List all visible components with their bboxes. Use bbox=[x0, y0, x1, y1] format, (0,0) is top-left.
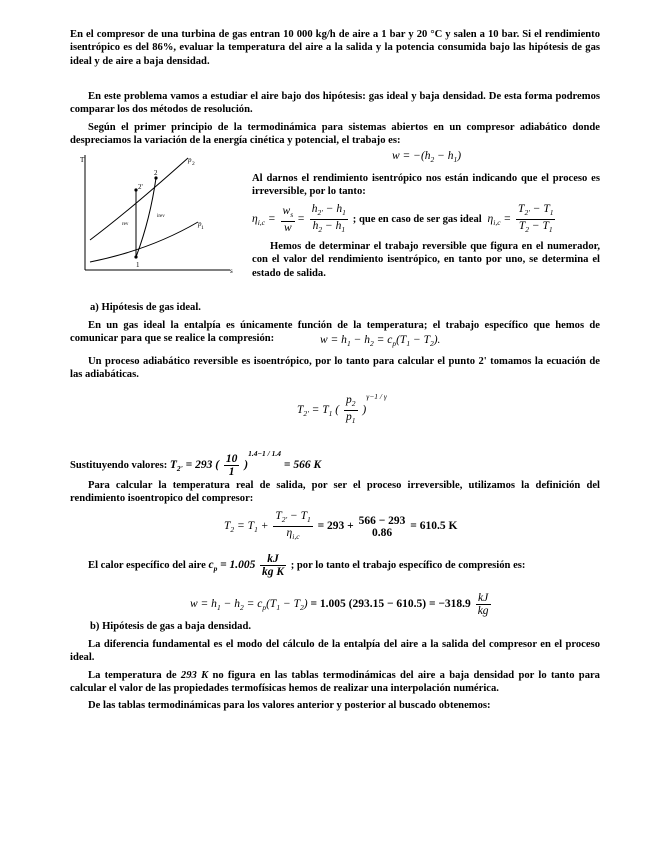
cp-label: El calor específico del aire bbox=[88, 559, 206, 571]
adiabatic-equation: $T_{2'} = T_1$ ( $\frac{p_2}{p_1}$ )$^{\gamma-1 / \gamma}$ bbox=[297, 392, 387, 425]
efficiency-equation: $\eta_{i,c}$ = $\frac{w_s}{w}$ = $\frac{h_{2'} - h_1}{h_2 - h_1}$ ; que en caso de ser gas ideal $\eta_{i,c}$ = $\frac{T_{2'} - T_1}{T_2 - T_1}$ bbox=[252, 203, 554, 234]
ts-diagram bbox=[70, 150, 245, 275]
section-b-heading: b) Hipótesis de gas a baja densidad. bbox=[90, 621, 252, 632]
point-2prime-label: 2' bbox=[138, 183, 143, 191]
w-unit-num: kJ bbox=[476, 592, 491, 605]
substitution-label: Sustituyendo valores: bbox=[70, 460, 168, 471]
irreversible-paragraph: Al darnos el rendimiento isentrópico nos están indicando que el proceso es irreversible, por lo tanto: bbox=[252, 173, 600, 198]
intro-paragraph: En este problema vamos a estudiar el aire bajo dos hipótesis: gas ideal y baja densidad. De esta forma podremos comparar los dos métodos de resolución. bbox=[70, 91, 600, 116]
work-equation: $w = -(h_2 - h_1)$ bbox=[392, 150, 462, 164]
section-a-heading: a) Hipótesis de gas ideal. bbox=[90, 302, 201, 313]
point-1-label: 1 bbox=[136, 261, 140, 269]
substitution-equation: $T_{2'} = 293$ ( $\frac{10}{1}$ )$^{1.4-1 / 1.4}$ bbox=[169, 449, 282, 478]
p1-label: p bbox=[198, 220, 202, 228]
gas-ideal-note: ; que en caso de ser gas ideal bbox=[352, 214, 482, 226]
compression-work-equation: $w = h_1 - h_2 = c_p(T_1 - T_2)$. bbox=[320, 334, 441, 348]
t-axis-label: T bbox=[80, 156, 85, 164]
point-2-label: 2 bbox=[154, 169, 158, 177]
cp-unit-num: kJ bbox=[260, 553, 286, 566]
substitution-result: = 566 K bbox=[283, 459, 322, 471]
cp-line: El calor específico del aire $c_p = 1.005$ $\frac{kJ}{\text{kg K}}$ ; por lo tanto el trabajo específico de compresión es: bbox=[88, 553, 526, 578]
specific-work-result: = 1.005 (293.15 − 610.5) = −318.9 bbox=[310, 598, 471, 611]
reversible-work-paragraph: Hemos de determinar el trabajo reversible que figura en el numerador, con el valor del rendimiento isentrópico, en tanto por uno, se determina el estado de salida. bbox=[252, 241, 600, 279]
first-law-paragraph: Según el primer principio de la termodinámica para sistemas abiertos en un compresor adiabático donde despreciamos la variación de la energía cinética y potencial, el trabajo es: bbox=[70, 122, 600, 147]
rev-label: rev bbox=[122, 222, 129, 227]
isobar-p2 bbox=[90, 158, 188, 240]
cp-value: = 1.005 bbox=[220, 558, 256, 571]
difference-paragraph: La diferencia fundamental es el modo del cálculo de la entalpía del aire a la salida del compresor en el proceso ideal. bbox=[70, 639, 600, 664]
substitution-line bbox=[70, 447, 321, 478]
specific-work-equation: $w = h_1 - h_2 = c_p(T_1 - T_2) = 1.005$ (293.15 − 610.5) = −318.9 $\frac{kJ}{kg}$ bbox=[190, 592, 489, 617]
interpolation-paragraph bbox=[70, 669, 600, 696]
p2-subscript: 2 bbox=[192, 161, 195, 167]
t2-step-a: = 293 + bbox=[317, 520, 354, 533]
p2-label: p bbox=[188, 156, 192, 164]
adiabatic-paragraph: Un proceso adiabático reversible es isoentrópico, por lo tanto para calcular el punto 2' tomamos la ecuación de las adiabáticas. bbox=[70, 356, 600, 381]
tables-paragraph: De las tablas termodinámicas para los valores anterior y posterior al buscado obtenemos: bbox=[88, 700, 491, 711]
ideal-gas-paragraph: En un gas ideal la entalpía es únicamente función de la temperatura; el trabajo específico que hemos de comunicar para que se realice la compresión: bbox=[70, 320, 600, 345]
cp-tail: ; por lo tanto el trabajo específico de compresión es: bbox=[290, 559, 526, 571]
t2-numerator: 566 − 293 bbox=[358, 514, 406, 527]
real-temperature-paragraph: Para calcular la temperatura real de salida, por ser el proceso irreversible, utilizamos la definición del rendimiento isoentropico del compresor: bbox=[70, 480, 600, 505]
interp-part-b: no figura en las tablas termodinámicas del aire a baja densidad por lo tanto para calcular el valor de las propiedades termofísicas hemos de realizar una interpolación numérica. bbox=[70, 670, 600, 695]
cp-unit-den: kg K bbox=[262, 566, 285, 578]
t2-result: = 610.5 K bbox=[410, 520, 458, 533]
point-1 bbox=[134, 255, 137, 258]
irev-label: irev bbox=[157, 214, 165, 219]
t2-denominator: 0.86 bbox=[371, 526, 393, 539]
s-axis-label: s bbox=[230, 267, 233, 275]
w-unit-den: kg bbox=[477, 605, 489, 617]
interp-temperature: 293 K bbox=[180, 670, 209, 681]
t2-equation: $T_2 = T_1$ + $\frac{T_{2'} - T_1}{\eta_{i,c}}$ = 293 + 566 − 293 0.86 = 610.5 K bbox=[224, 510, 458, 541]
interp-part-a: La temperatura de bbox=[88, 670, 177, 681]
p1-subscript: 1 bbox=[201, 225, 204, 231]
cp-unit bbox=[260, 553, 286, 578]
problem-statement: En el compresor de una turbina de gas entran 10 000 kg/h de aire a 1 bar y 20 °C y salen a 10 bar. Si el rendimiento isentrópico es del 86%, evaluar la temperatura del aire a la salida y la potencia consumida bajo las hipótesis de gas ideal y de aire a baja densidad. bbox=[70, 29, 600, 67]
